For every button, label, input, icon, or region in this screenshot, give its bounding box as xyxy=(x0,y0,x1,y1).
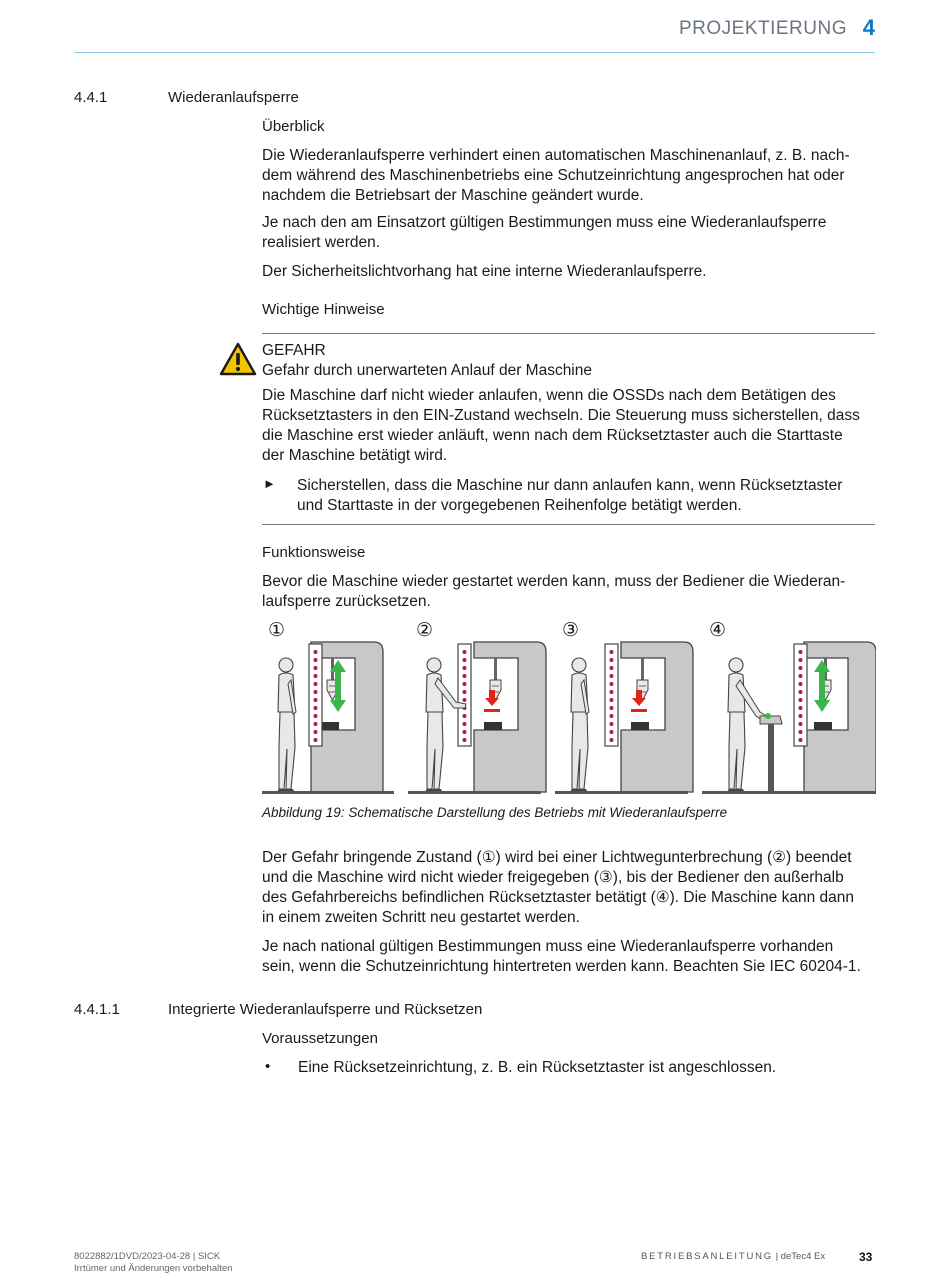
danger-text: Die Maschine darf nicht wieder anlaufen, wenn die OSSDs nach dem Betätigen des Rücksetztasters in den EIN-Zustand wechseln. Die Steuerung muss sicherstellen, dass die Maschine erst wieder anläuft, wenn nach dem Rücksetztaster auch die Starttaste der Maschine betätigt wird. xyxy=(262,387,860,464)
danger-top-rule xyxy=(262,333,875,334)
chapter-number: 4 xyxy=(862,15,875,40)
prereq-item: Eine Rücksetzeinrichtung, z. B. ein Rücksetztaster ist angeschlossen. xyxy=(298,1059,777,1076)
standards-note: Je nach national gültigen Bestimmungen muss eine Wiederanlaufsperre vorhanden sein, wenn die Schutzeinrichtung hintertreten werden kann. Beachten Sie IEC 60204-1. xyxy=(262,938,861,975)
section-number: 4.4.1 xyxy=(74,89,108,106)
panel-2-interruption xyxy=(408,642,546,794)
function-paragraph: Bevor die Maschine wieder gestartet werden kann, muss der Bediener die Wiederan- laufsperre zurücksetzen. xyxy=(262,573,846,610)
panel-3-locked xyxy=(555,642,693,794)
page-number: 33 xyxy=(859,1250,873,1264)
prereq-heading: Voraussetzungen xyxy=(262,1030,378,1047)
overview-paragraph-2: Je nach den am Einsatzort gültigen Bestimmungen muss eine Wiederanlaufsperre realisiert werden. xyxy=(262,214,827,251)
header-rule xyxy=(74,52,875,53)
figure-explanation: Der Gefahr bringende Zustand (①) wird bei einer Lichtwegunterbrechung (②) beendet und die Maschine wird nicht wieder freigegeben (③), bis der Bediener den außerhalb des Gefahrbereichs befindlichen Rücksetztaster betätigt (④). Die Maschine kann dann in einem zweiten Schritt neu gestartet werden. xyxy=(262,849,855,926)
figure-caption: Abbildung 19: Schematische Darstellung des Betriebs mit Wiederanlaufsperre xyxy=(262,805,728,820)
panel-1-machine-running xyxy=(262,642,394,794)
footer-doc-id: 8022882/1DVD/2023-04-28 | SICK xyxy=(74,1251,221,1262)
overview-paragraph-1: Die Wiederanlaufsperre verhindert einen automatischen Maschinenanlauf, z. B. nach- dem während des Maschinenbetriebs eine Schutzeinrichtung angesprochen hat oder nachdem die Betriebsart der Maschine geändert wurde. xyxy=(262,147,850,204)
subsection-number: 4.4.1.1 xyxy=(74,1001,120,1018)
list-bullet: • xyxy=(265,1058,271,1075)
footer-document-type: BETRIEBSANLEITUNG | deTec4 Ex xyxy=(641,1251,826,1262)
danger-bottom-rule xyxy=(262,524,875,525)
running-header-title: PROJEKTIERUNG xyxy=(678,18,847,39)
overview-heading: Überblick xyxy=(262,118,325,135)
danger-label: GEFAHR xyxy=(262,342,326,359)
overview-paragraph-3: Der Sicherheitslichtvorhang hat eine interne Wiederanlaufsperre. xyxy=(262,263,707,280)
footer-disclaimer: Irrtümer und Änderungen vorbehalten xyxy=(74,1263,233,1274)
action-bullet-icon: ► xyxy=(263,476,276,491)
warning-icon xyxy=(219,342,257,376)
step-label-3: ③ xyxy=(562,620,580,641)
footer-left xyxy=(74,1251,232,1275)
footer-product: | deTec4 Ex xyxy=(772,1251,826,1262)
function-heading: Funktionsweise xyxy=(262,544,366,561)
danger-subtitle: Gefahr durch unerwarteten Anlauf der Maschine xyxy=(262,362,592,379)
restart-interlock-figure xyxy=(262,640,876,800)
subsection-title: Integrierte Wiederanlaufsperre und Rücksetzen xyxy=(168,1001,483,1018)
section-title: Wiederanlaufsperre xyxy=(168,89,299,106)
notes-heading: Wichtige Hinweise xyxy=(262,301,385,318)
step-label-1: ① xyxy=(268,620,286,641)
panel-4-reset xyxy=(702,642,876,794)
step-label-2: ② xyxy=(416,620,434,641)
danger-action: Sicherstellen, dass die Maschine nur dann anlaufen kann, wenn Rücksetztaster und Starttaste in der vorgegebenen Reihenfolge betätigt werden. xyxy=(297,477,843,514)
step-label-4: ④ xyxy=(709,620,727,641)
